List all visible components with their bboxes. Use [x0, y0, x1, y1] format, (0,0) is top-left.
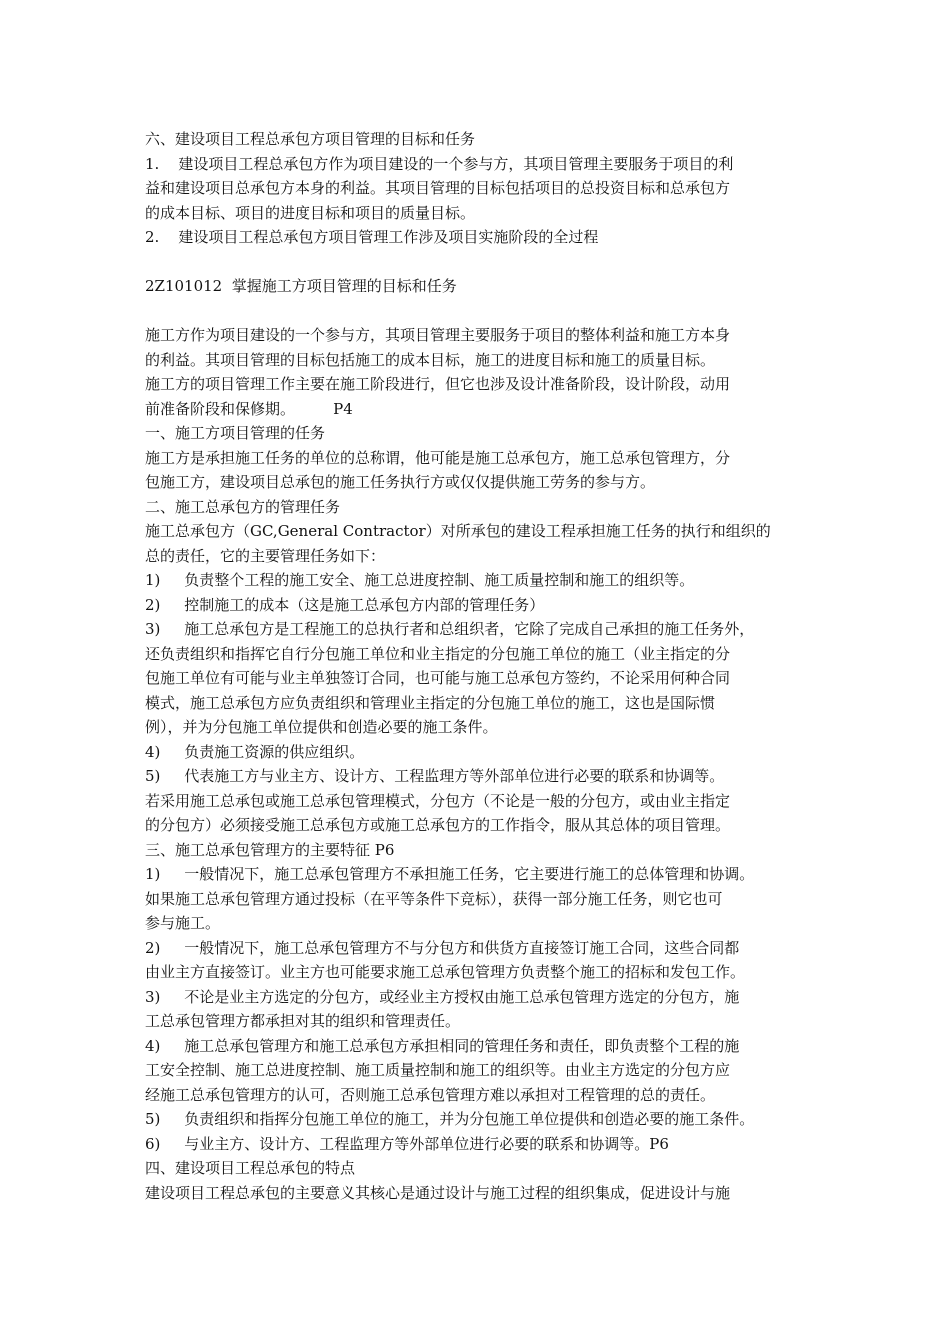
text-line: 施工总承包方（GC,General Contractor）对所承包的建设工程承担施工任务的执行和组织的 — [145, 522, 771, 540]
text-line: 参与施工。 — [145, 914, 221, 932]
text-line: 经施工总承包管理方的认可，否则施工总承包管理方难以承担对工程管理的总的责任。 — [145, 1085, 716, 1104]
text-line: 模式，施工总承包方应负责组织和管理业主指定的分包施工单位的施工，这也是国际惯 — [145, 693, 716, 712]
text-line: 包施工单位有可能与业主单独签订合同，也可能与施工总承包方签约，不论采用何种合同 — [145, 669, 731, 687]
blank-line — [145, 299, 825, 324]
text-line: 1) 负责整个工程的施工安全、施工总进度控制、施工质量控制和施工的组织等。 — [145, 571, 695, 589]
text-line: 六、建设项目工程总承包方项目管理的目标和任务 — [145, 130, 476, 148]
text-line: 4) 负责施工资源的供应组织。 — [145, 742, 365, 761]
text-line: 包施工方，建设项目总承包的施工任务执行方或仅仅提供施工劳务的参与方。 — [145, 473, 656, 491]
text-line: 施工方的项目管理工作主要在施工阶段进行，但它也涉及设计准备阶段，设计阶段，动用 — [145, 375, 731, 393]
text-line: 施工方作为项目建设的一个参与方，其项目管理主要服务于项目的整体利益和施工方本身 — [145, 326, 731, 344]
text-line: 建设项目工程总承包的主要意义其核心是通过设计与施工过程的组织集成，促进设计与施 — [145, 1183, 731, 1202]
text-line: 若采用施工总承包或施工总承包管理模式，分包方（不论是一般的分包方，或由业主指定 — [145, 791, 731, 810]
text-line: 2) 控制施工的成本（这是施工总承包方内部的管理任务） — [145, 595, 545, 614]
text-line: 四、建设项目工程总承包的特点 — [145, 1159, 356, 1177]
text-line: 5) 代表施工方与业主方、设计方、工程监理方等外部单位进行必要的联系和协调等。 — [145, 767, 725, 785]
text-line: 三、施工总承包管理方的主要特征 P6 — [145, 840, 395, 859]
text-line: 3) 施工总承包方是工程施工的总执行者和总组织者，它除了完成自己承担的施工任务外， — [145, 620, 755, 638]
text-line: 施工方是承担施工任务的单位的总称谓，他可能是施工总承包方，施工总承包管理方，分 — [145, 448, 731, 467]
document-body — [145, 127, 825, 1205]
text-line: 还负责组织和指挥它自行分包施工单位和业主指定的分包施工单位的施工（业主指定的分 — [145, 644, 731, 663]
text-line: 的成本目标、项目的进度目标和项目的质量目标。 — [145, 203, 476, 222]
text-line: 的利益。其项目管理的目标包括施工的成本目标，施工的进度目标和施工的质量目标。 — [145, 350, 716, 369]
text-line: 4) 施工总承包管理方和施工总承包方承担相同的管理任务和责任，即负责整个工程的施 — [145, 1036, 740, 1055]
text-line: 3) 不论是业主方选定的分包方，或经业主方授权由施工总承包管理方选定的分包方，施 — [145, 987, 740, 1006]
text-line: 前准备阶段和保修期。 P4 — [145, 399, 353, 418]
text-line: 总的责任，它的主要管理任务如下： — [145, 546, 386, 565]
text-line: 6) 与业主方、设计方、工程监理方等外部单位进行必要的联系和协调等。P6 — [145, 1134, 669, 1153]
text-line: 由业主方直接签订。业主方也可能要求施工总承包管理方负责整个施工的招标和发包工作。 — [145, 963, 746, 981]
text-line: 2) 一般情况下，施工总承包管理方不与分包方和供货方直接签订施工合同，这些合同都 — [145, 938, 740, 957]
text-line: 1) 一般情况下，施工总承包管理方不承担施工任务，它主要进行施工的总体管理和协调。 — [145, 865, 755, 883]
blank-line — [145, 250, 825, 275]
text-line: 工总承包管理方都承担对其的组织和管理责任。 — [145, 1012, 461, 1030]
text-line: 益和建设项目总承包方本身的利益。其项目管理的目标包括项目的总投资目标和总承包方 — [145, 179, 731, 197]
text-line: 二、施工总承包方的管理任务 — [145, 497, 341, 516]
text-line: 如果施工总承包管理方通过投标（在平等条件下竞标），获得一部分施工任务，则它也可 — [145, 889, 723, 908]
text-line: 2. 建设项目工程总承包方项目管理工作涉及项目实施阶段的全过程 — [145, 228, 599, 246]
text-line: 的分包方）必须接受施工总承包方或施工总承包方的工作指令，服从其总体的项目管理。 — [145, 816, 731, 834]
text-line: 1. 建设项目工程总承包方作为项目建设的一个参与方，其项目管理主要服务于项目的利 — [145, 154, 734, 173]
text-line: 例），并为分包施工单位提供和创造必要的施工条件。 — [145, 718, 498, 736]
text-line: 一、施工方项目管理的任务 — [145, 424, 326, 442]
text-line: 工安全控制、施工总进度控制、施工质量控制和施工的组织等。由业主方选定的分包方应 — [145, 1061, 731, 1079]
text-line: 5) 负责组织和指挥分包施工单位的施工，并为分包施工单位提供和创造必要的施工条件。 — [145, 1110, 755, 1128]
text-line: 2Z101012 掌握施工方项目管理的目标和任务 — [145, 277, 457, 295]
